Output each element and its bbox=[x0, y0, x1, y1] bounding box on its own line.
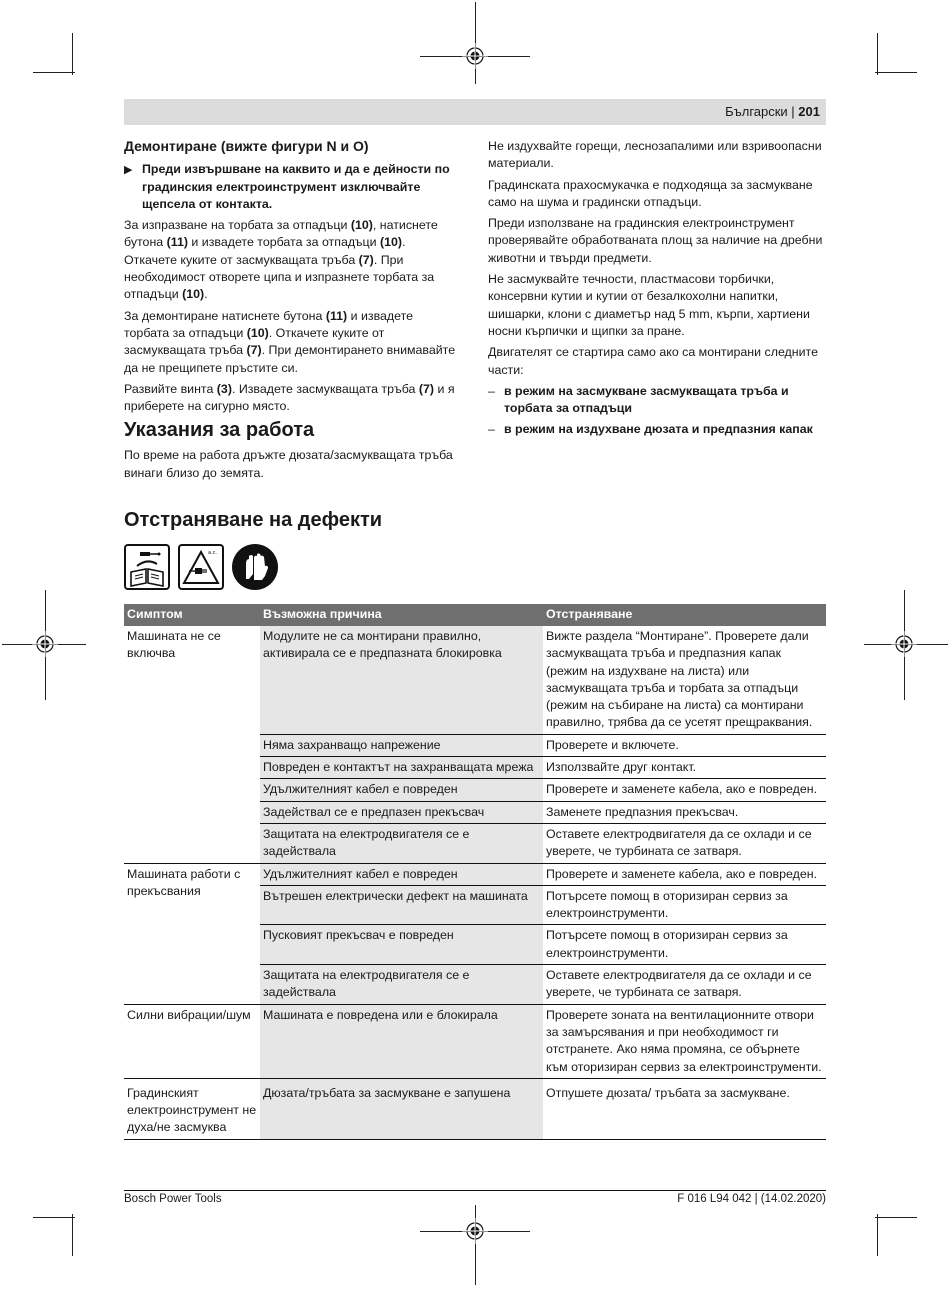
cause-cell: Защитата на електродвигателя се е задействала bbox=[260, 965, 543, 1005]
text-run: , натиснете бутона bbox=[124, 218, 438, 250]
cause-cell: Модулите не са монтирани правилно, активирала се е предпазната блокировка bbox=[260, 626, 543, 734]
crop-mark bbox=[33, 72, 75, 73]
page-header bbox=[124, 99, 826, 125]
cause-cell: Повреден е контактът на захранващата мрежа bbox=[260, 757, 543, 779]
table-row bbox=[124, 1004, 826, 1078]
disconnect-plug-icon bbox=[178, 544, 224, 590]
text-run: Развийте винта bbox=[124, 381, 217, 396]
remedy-cell: Отпушете дюзата/ тръбата за засмукване. bbox=[543, 1078, 826, 1139]
section-title: Указания за работа bbox=[124, 419, 315, 441]
registration-mark-icon bbox=[462, 1218, 488, 1244]
remedy-cell: Вижте раздела “Монтиране”. Проверете дали засмукващата тръба и предпазния капак (режим на издухване на листа) или засмукващата тръба и торбата за отпадъци (режим на събиране на листа) са монтирани правилно, трябва да се усетят прещраквания. bbox=[543, 626, 826, 734]
right-column bbox=[488, 138, 826, 443]
paragraph bbox=[124, 381, 458, 416]
gloves-icon bbox=[232, 544, 278, 590]
cause-cell: Няма захранващо напрежение bbox=[260, 734, 543, 756]
cause-cell: Защитата на електродвигателя се е задействала bbox=[260, 823, 543, 863]
list-item bbox=[488, 421, 826, 438]
cause-cell: Машината е повредена или е блокирала bbox=[260, 1004, 543, 1078]
crop-mark bbox=[72, 1214, 73, 1256]
text-run: . Извадете засмукващата тръба bbox=[231, 381, 419, 396]
table-row bbox=[124, 1078, 826, 1139]
text-run: За изпразване на торбата за отпадъци bbox=[124, 218, 351, 233]
dash-bullet: – bbox=[488, 422, 495, 437]
left-column bbox=[124, 138, 458, 419]
dash-bullet: – bbox=[488, 383, 495, 398]
header-label: Български | 201 bbox=[725, 104, 820, 119]
text-run: и извадете торбата за отпадъци bbox=[124, 308, 414, 340]
paragraph: Преди използване на градинския електроинструмент проверявайте обработваната площ за наличие на дребни животни и твърди предмети. bbox=[488, 216, 823, 265]
symptom-cell: Градинският електроинструмент не духа/не засмуква bbox=[124, 1078, 260, 1139]
paragraph: Не засмуквайте течности, пластмасови торбички, консервни кутии и кутии от безалкохолни напитки, шишарки, клони с диаметър над 5 mm, кърпи, хартиени носни кърпички и щипки за пране. bbox=[488, 272, 810, 338]
cause-cell: Удължителният кабел е повреден bbox=[260, 863, 543, 885]
read-manual-icon bbox=[124, 544, 170, 590]
crop-mark bbox=[875, 1217, 917, 1218]
text-run: . При демонтирането внимавайте да не прещипете пръстите си. bbox=[124, 343, 456, 375]
symptom-cell: Машината работи с прекъсвания bbox=[124, 863, 260, 1004]
dismantling-heading: Демонтиране (вижте фигури N и O) bbox=[124, 138, 369, 154]
footer-doc-id: F 016 L94 042 | (14.02.2020) bbox=[677, 1193, 826, 1205]
text-run: . Откачете куките от засмукващата тръба bbox=[124, 325, 385, 358]
column-header-remedy: Отстраняване bbox=[543, 604, 826, 626]
ref-number: (7) bbox=[358, 252, 374, 267]
ref-number: (10) bbox=[182, 287, 205, 302]
text-run: . При необходимост отворете ципа и изпразнете торбата за отпадъци bbox=[124, 252, 435, 302]
remedy-cell: Проверете и заменете кабела, ако е повреден. bbox=[543, 779, 826, 801]
text-run: За демонтиране натиснете бутона bbox=[124, 308, 326, 323]
table-row bbox=[124, 626, 826, 734]
crop-mark bbox=[877, 33, 878, 75]
list-item-text: в режим на издухване дюзата и предпазния капак bbox=[504, 422, 813, 437]
text-run: и я приберете на сигурно място. bbox=[124, 381, 455, 414]
warning-note bbox=[124, 161, 458, 213]
column-header-cause: Възможна причина bbox=[260, 604, 543, 626]
ref-number: (3) bbox=[216, 381, 232, 396]
paragraph bbox=[124, 308, 458, 377]
registration-mark-icon bbox=[891, 631, 917, 657]
crop-mark bbox=[475, 1205, 476, 1285]
footer-brand: Bosch Power Tools bbox=[124, 1193, 222, 1205]
cause-cell: Дюзата/тръбата за засмукване е запушена bbox=[260, 1078, 543, 1139]
paragraph bbox=[124, 217, 458, 303]
text-run: . Откачете куките от засмукващата тръба bbox=[124, 235, 406, 267]
list-item bbox=[488, 383, 826, 418]
crop-mark bbox=[877, 1214, 878, 1256]
crop-mark bbox=[875, 72, 917, 73]
text-run: и извадете торбата за отпадъци bbox=[187, 235, 380, 250]
page-number: 201 bbox=[798, 104, 820, 119]
remedy-cell: Използвайте друг контакт. bbox=[543, 757, 826, 779]
paragraph: По време на работа дръжте дюзата/засмукващата тръба винаги близо до земята. bbox=[124, 448, 453, 480]
header-language: Български bbox=[725, 104, 788, 119]
paragraph: Двигателят се стартира само ако са монтирани следните части: bbox=[488, 345, 818, 377]
registration-mark-icon bbox=[462, 43, 488, 69]
cause-cell: Задействал се е предпазен прекъсвач bbox=[260, 801, 543, 823]
remedy-cell: Потърсете помощ в оторизиран сервиз за електроинструменти. bbox=[543, 885, 826, 925]
cause-cell: Удължителният кабел е повреден bbox=[260, 779, 543, 801]
arrow-icon: ▶ bbox=[124, 164, 133, 177]
crop-mark bbox=[72, 33, 73, 75]
ref-number: (7) bbox=[418, 381, 435, 396]
ref-number: (11) bbox=[325, 308, 348, 323]
remedy-cell: Проверете и заменете кабела, ако е повреден. bbox=[543, 863, 826, 885]
table-row bbox=[124, 863, 826, 885]
work-instructions-section bbox=[124, 419, 458, 486]
ref-number: (10) bbox=[380, 235, 403, 250]
cause-cell: Вътрешен електрически дефект на машината bbox=[260, 885, 543, 925]
troubleshooting-title: Отстраняване на дефекти bbox=[124, 509, 383, 531]
troubleshooting-table bbox=[124, 604, 826, 1140]
registration-mark-icon bbox=[32, 631, 58, 657]
column-header-symptom: Симптом bbox=[124, 604, 260, 626]
ref-number: (10) bbox=[246, 325, 269, 340]
ref-number: (7) bbox=[246, 343, 262, 358]
warning-text: Преди извършване на каквито и да е дейности по градинския електроинструмент изключвайте щепсела от контакта. bbox=[142, 162, 450, 211]
list-item-text: в режим на засмукване засмукващата тръба и торбата за отпадъци bbox=[504, 383, 789, 416]
paragraph: Не издухвайте горещи, леснозапалими или взривоопасни материали. bbox=[488, 139, 822, 171]
ref-number: (11) bbox=[166, 235, 188, 250]
svg-text:a.c.: a.c. bbox=[208, 550, 217, 556]
safety-icons bbox=[124, 544, 278, 590]
table-header-row bbox=[124, 604, 826, 626]
crop-mark bbox=[33, 1217, 75, 1218]
remedy-cell: Потърсете помощ в оторизиран сервиз за електроинструменти. bbox=[543, 925, 826, 965]
symptom-cell: Машината не се включва bbox=[124, 626, 260, 863]
remedy-cell: Проверете и включете. bbox=[543, 734, 826, 756]
footer-divider bbox=[124, 1190, 826, 1191]
remedy-cell: Заменете предпазния прекъсвач. bbox=[543, 801, 826, 823]
remedy-cell: Оставете електродвигателя да се охлади и се уверете, че турбината се затваря. bbox=[543, 823, 826, 863]
remedy-cell: Оставете електродвигателя да се охлади и се уверете, че турбината се затваря. bbox=[543, 965, 826, 1005]
cause-cell: Пусковият прекъсвач е повреден bbox=[260, 925, 543, 965]
ref-number: (10) bbox=[350, 218, 373, 233]
symptom-cell: Силни вибрации/шум bbox=[124, 1004, 260, 1078]
remedy-cell: Проверете зоната на вентилационните отвори за замърсявания и при необходимост ги отстранете. Ако няма промяна, се обърнете към оторизиран сервиз за електроинструменти. bbox=[543, 1004, 826, 1078]
paragraph: Градинската прахосмукачка е подходяща за засмукване само на шума и градински отпадъци. bbox=[488, 177, 813, 209]
text-run: . bbox=[204, 287, 208, 302]
